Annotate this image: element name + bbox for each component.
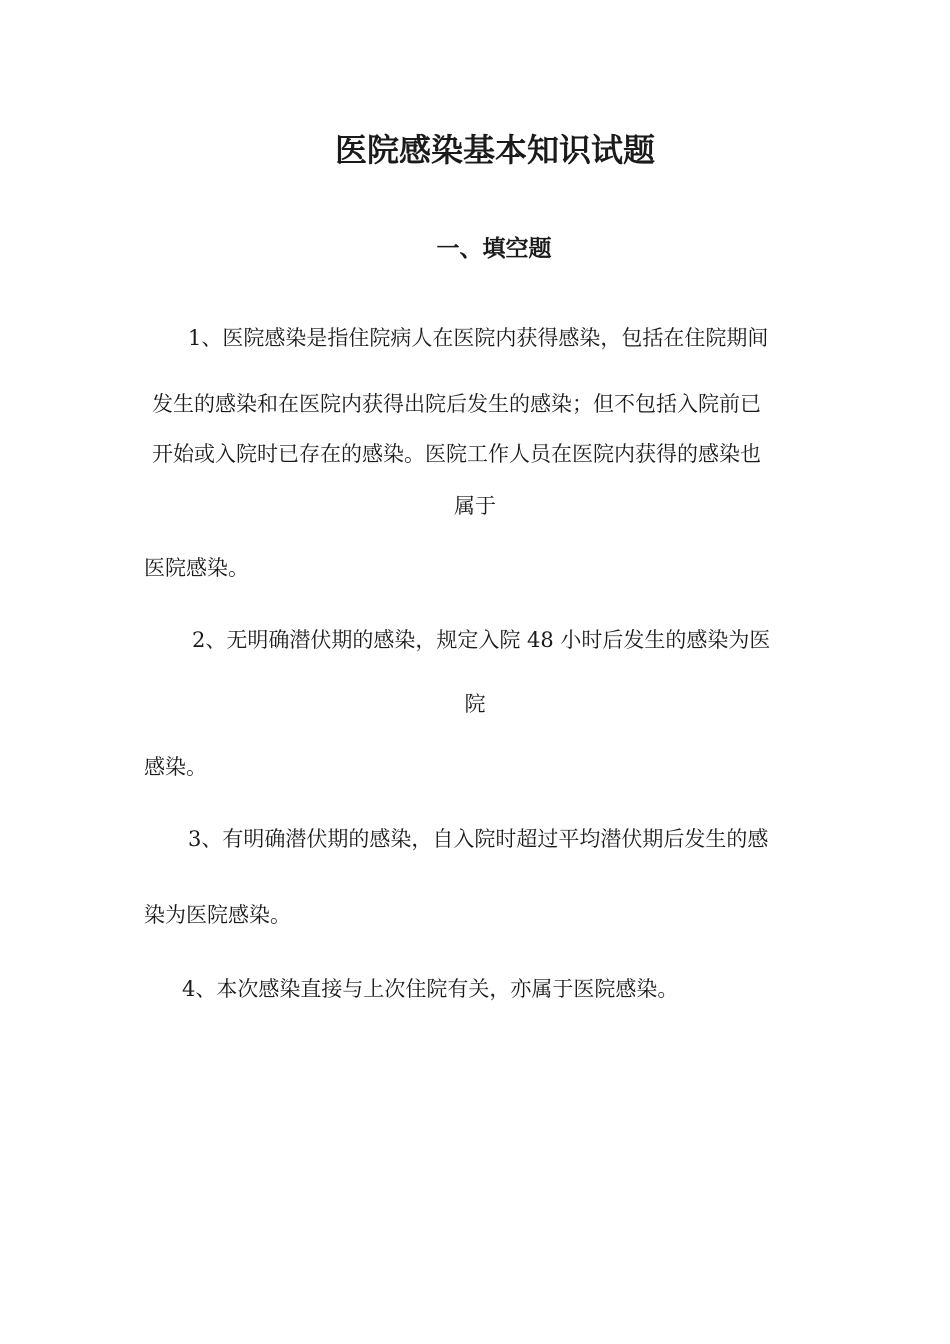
- q1-line-5: 医院感染。: [144, 556, 249, 580]
- section-heading: 一、填空题: [436, 235, 552, 262]
- q2-line-3: 感染。: [144, 755, 207, 779]
- q1-line-3: 开始或入院时已存在的感染。医院工作人员在医院内获得的感染也: [152, 442, 761, 466]
- q2-line-2: 院: [464, 692, 486, 716]
- q1-line-1: 1、医院感染是指住院病人在医院内获得感染，包括在住院期间: [188, 326, 769, 350]
- q4-line-1: 4、本次感染直接与上次住院有关，亦属于医院感染。: [182, 977, 679, 1001]
- q2-line-1: 2、无明确潜伏期的感染，规定入院 48 小时后发生的感染为医: [192, 628, 771, 652]
- q1-line-4: 属于: [454, 494, 496, 518]
- q3-line-2: 染为医院感染。: [144, 903, 291, 927]
- document-title: 医院感染基本知识试题: [334, 131, 655, 169]
- q3-line-1: 3、有明确潜伏期的感染，自入院时超过平均潜伏期后发生的感: [188, 827, 769, 851]
- q1-line-2: 发生的感染和在医院内获得出院后发生的感染；但不包括入院前已: [152, 392, 761, 416]
